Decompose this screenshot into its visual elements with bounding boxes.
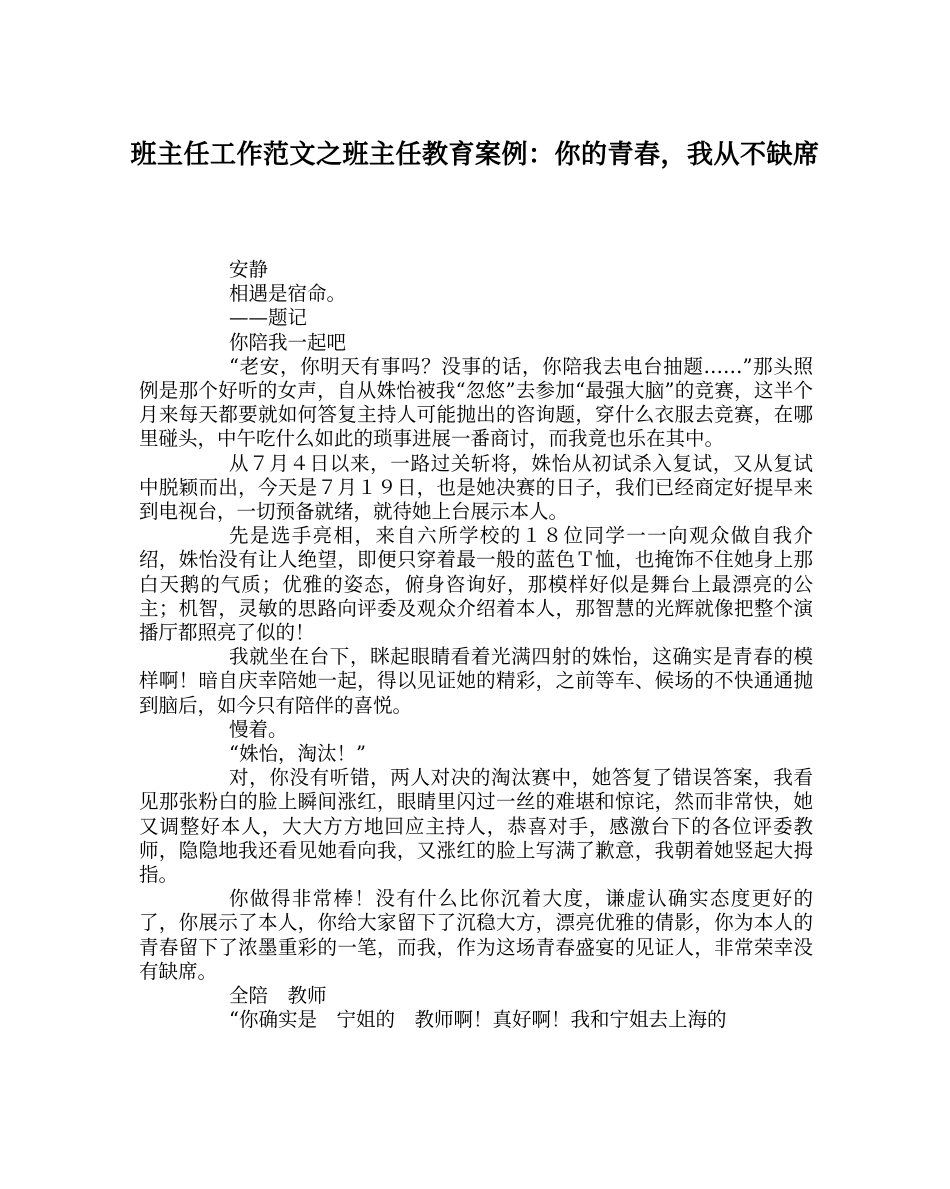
author-line: 安静	[229, 258, 269, 281]
body-paragraph: “你确实是 宁姐的 教师啊！真好啊！我和宁姐去上海的	[229, 1008, 727, 1032]
body-paragraph: 你做得非常棒！没有什么比你沉着大度，谦虚认确实态度更好的了，你展示了本人，你给大家留下了沉稳大方，漂亮优雅的倩影，你为本人的青春留下了浓墨重彩的一笔，而我，作为这场青春盛宴的见证人，非常荣幸没有缺席。	[139, 887, 813, 983]
section-heading: 你陪我一起吧	[229, 330, 347, 354]
body-paragraph: 从７月４日以来，一路过关斩将，姝怡从初试杀入复试，又从复试中脱颖而出，今天是７月１９日，也是她决赛的日子，我们已经商定好提早来到电视台，一切预备就绪，就待她上台展示本人。	[139, 451, 813, 524]
document-title: 班主任工作范文之班主任教育案例：你的青春，我从不缺席	[130, 140, 820, 170]
body-paragraph: 我就坐在台下，眯起眼睛看着光满四射的姝怡，这确实是青春的模样啊！暗自庆幸陪她一起，得以见证她的精彩，之前等车、候场的不快通通抛到脑后，如今只有陪伴的喜悦。	[139, 645, 813, 717]
short-line: 慢着。	[229, 717, 288, 741]
epigraph-line: 相遇是宿命。	[229, 282, 347, 306]
document-body	[139, 258, 813, 1033]
body-paragraph: 先是选手亮相，来自六所学校的１８位同学一一向观众做自我介绍，姝怡没有让人绝望，即便只穿着最一般的蓝色Ｔ恤，也掩饰不住她身上那白天鹅的气质；优雅的姿态，俯身咨询好，那模样好似是舞台上最漂亮的公主；机智，灵敏的思路向评委及观众介绍着本人，那智慧的光辉就像把整个演播厅都照亮了似的！	[139, 524, 813, 645]
quote-line: “姝怡，淘汰！”	[229, 742, 366, 766]
epigraph-attribution: ——题记	[229, 306, 308, 330]
section-heading: 全陪 教师	[229, 984, 327, 1008]
body-paragraph: 对，你没有听错，两人对决的淘汰赛中，她答复了错误答案，我看见那张粉白的脸上瞬间涨红，眼睛里闪过一丝的难堪和惊诧，然而非常快，她又调整好本人，大大方方地回应主持人，恭喜对手，感激台下的各位评委教师，隐隐地我还看见她看向我，又涨红的脸上写满了歉意，我朝着她竖起大拇指。	[139, 766, 813, 887]
body-paragraph: “老安，你明天有事吗？没事的话，你陪我去电台抽题……”那头照例是那个好听的女声，自从姝怡被我“忽悠”去参加“最强大脑”的竞赛，这半个月来每天都要就如何答复主持人可能抛出的咨询题，穿什么衣服去竞赛，在哪里碰头，中午吃什么如此的琐事进展一番商讨，而我竟也乐在其中。	[139, 354, 813, 451]
